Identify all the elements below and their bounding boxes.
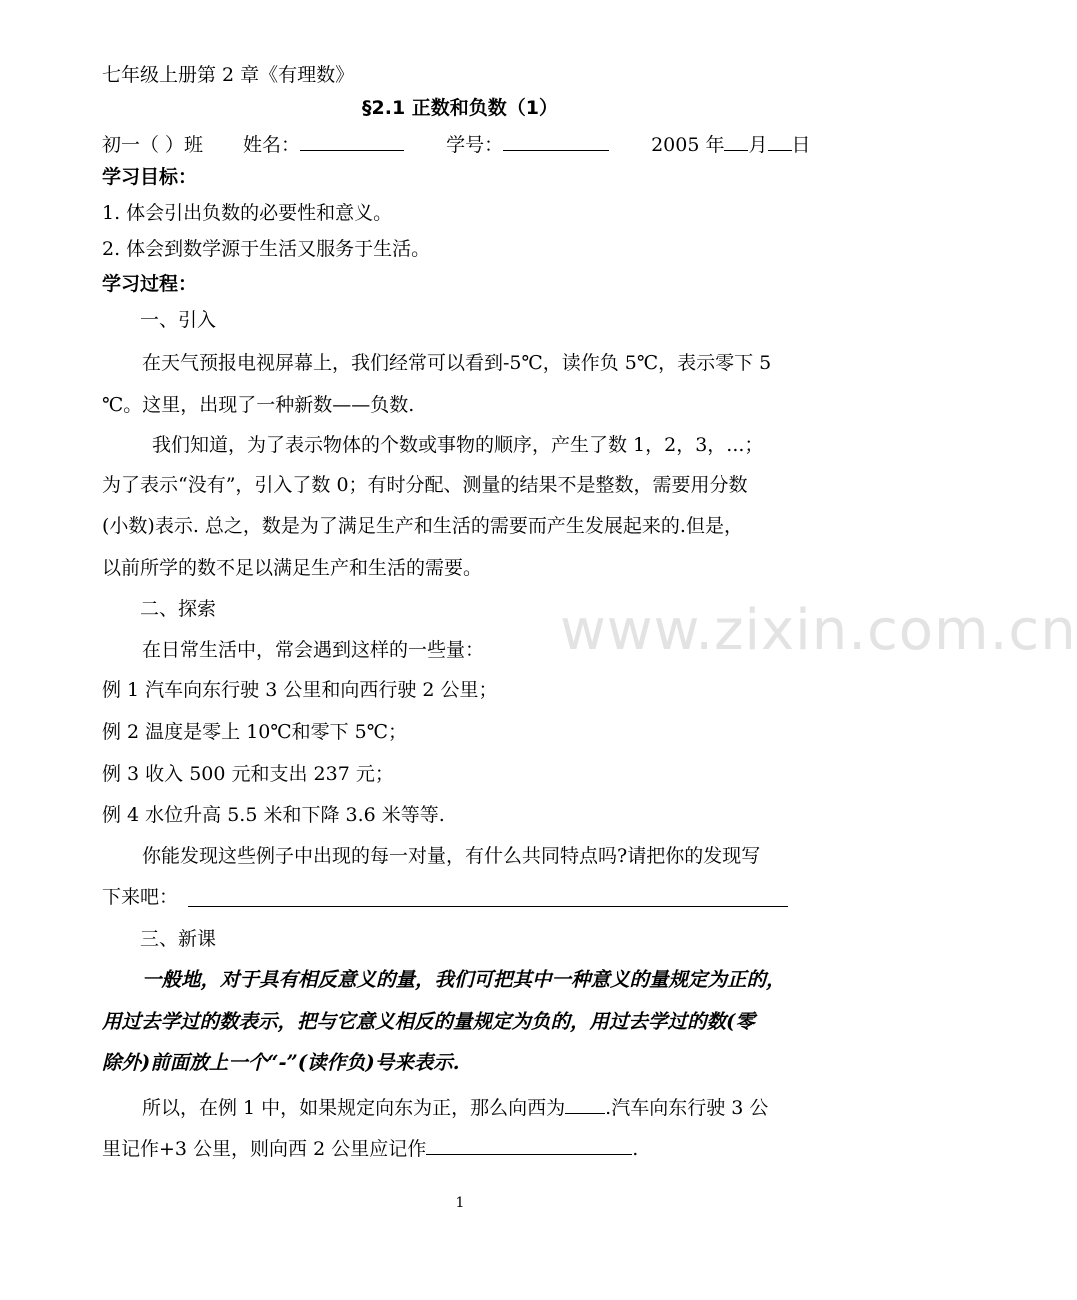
west-direction-blank[interactable] [565,1093,605,1114]
intro-paragraph-1-line-1: 在天气预报电视屏幕上，我们经常可以看到-5℃，读作负 5℃，表示零下 5 [142,352,772,374]
chapter-line: 七年级上册第 2 章《有理数》 [102,64,355,86]
goals-heading: 学习目标： [102,166,198,188]
section-title: §2.1 正数和负数（1） [362,97,558,119]
goal-item-2: 2. 体会到数学源于生活又服务于生活。 [102,238,431,260]
day-blank[interactable] [768,130,792,151]
rule-line-2: 用过去学过的数表示，把与它意义相反的量规定为负的，用过去学过的数(零 [102,1010,755,1033]
new-lesson-heading: 三、新课 [140,928,217,950]
intro-paragraph-2-line-4: 以前所学的数不足以满足生产和生活的需要。 [102,557,483,579]
so-line-2-text-a: 里记作+3 公里，则向西 2 公里应记作 [102,1138,427,1160]
question-line-1: 你能发现这些例子中出现的每一对量，有什么共同特点吗?请把你的发现写 [142,845,761,867]
name-label: 姓名： [243,134,301,156]
student-info-line [102,130,811,158]
goal-item-1: 1. 体会引出负数的必要性和意义。 [102,202,393,224]
month-blank[interactable] [724,130,748,151]
year-label: 2005 年 [651,134,725,156]
so-line-2-text-b: . [632,1138,639,1160]
west-distance-blank[interactable] [426,1134,632,1155]
so-line-1-text-b: .汽车向东行驶 3 公 [605,1097,769,1119]
so-line-1-text-a: 所以，在例 1 中，如果规定向东为正，那么向西为 [142,1097,566,1119]
so-line-2 [102,1134,638,1162]
example-2: 例 2 温度是零上 10℃和零下 5℃； [102,721,408,743]
number-blank[interactable] [503,130,609,151]
site-watermark: www.zixin.com.cn [560,598,1077,663]
day-label: 日 [791,134,811,156]
page-number: 1 [455,1195,465,1211]
name-blank[interactable] [300,130,404,151]
explore-heading: 二、探索 [140,598,217,620]
month-label: 月 [748,134,768,156]
intro-paragraph-2-line-1: 我们知道，为了表示物体的个数或事物的顺序，产生了数 1，2，3，...； [152,434,764,456]
process-heading: 学习过程： [102,273,198,295]
explore-intro: 在日常生活中，常会遇到这样的一些量： [142,639,485,661]
intro-paragraph-2-line-3: (小数)表示. 总之，数是为了满足生产和生活的需要而产生发展起来的.但是， [102,515,743,537]
intro-heading: 一、引入 [140,309,217,331]
rule-line-3: 除外)前面放上一个“-”(读作负)号来表示. [102,1051,460,1074]
answer-blank[interactable] [188,906,788,907]
example-1: 例 1 汽车向东行驶 3 公里和向西行驶 2 公里； [102,679,498,701]
question-line-2: 下来吧： [102,886,179,908]
so-line-1 [142,1093,768,1121]
example-4: 例 4 水位升高 5.5 米和下降 3.6 米等等. [102,804,445,826]
intro-paragraph-2-line-2: 为了表示“没有”，引入了数 0；有时分配、测量的结果不是整数，需要用分数 [102,474,748,496]
intro-paragraph-1-line-2: ℃。这里，出现了一种新数——负数. [102,394,415,416]
rule-line-1: 一般地，对于具有相反意义的量，我们可把其中一种意义的量规定为正的， [142,968,786,991]
number-label: 学号： [446,134,504,156]
example-3: 例 3 收入 500 元和支出 237 元； [102,763,394,785]
class-label: 初一（ ）班 [102,134,204,156]
